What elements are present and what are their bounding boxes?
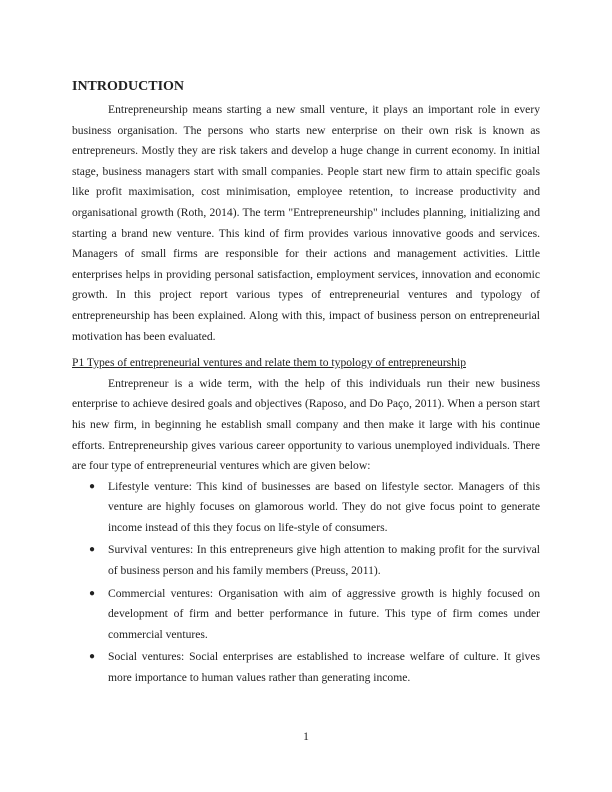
bullet-icon: ● bbox=[89, 651, 96, 663]
list-item-text: Commercial ventures: Organisation with aim of aggressive growth is highly focused on development of firm and better performance in future. This type of firm comes under commercial ventures. bbox=[108, 586, 540, 641]
list-item-text: Social ventures: Social enterprises are established to increase welfare of culture. It gives more importance to human values rather than generating income. bbox=[108, 650, 540, 685]
venture-types-list bbox=[72, 477, 540, 689]
section-heading: P1 Types of entrepreneurial ventures and relate them to typology of entrepreneurship bbox=[72, 356, 467, 370]
list-item bbox=[72, 540, 540, 581]
introduction-heading: INTRODUCTION bbox=[72, 79, 185, 94]
bullet-icon: ● bbox=[89, 544, 96, 556]
section-paragraph: Entrepreneur is a wide term, with the help of this individuals run their new business enterprise to achieve desired goals and objectives (Raposo, and Do Paço, 2011). When a person start his new firm, in beginning he establish small company and then make it large with his continue efforts. Entrepreneurship gives various career opportunity to various unemployed individuals. There are four type of entrepreneurial ventures which are given below: bbox=[72, 376, 540, 473]
list-item bbox=[72, 647, 540, 688]
list-item-text: Lifestyle venture: This kind of businesses are based on lifestyle sector. Managers of this venture are highly focuses on glamorous world. They do not give focus point to generate income instead of this they focus on life-style of consumers. bbox=[108, 479, 540, 534]
intro-paragraph: Entrepreneurship means starting a new small venture, it plays an important role in every business organisation. The persons who starts new enterprise on their own risk is known as entrepreneurs. Mostly they are risk takers and develop a huge change in current economy. In initial stage, business managers start with small companies. People start new firm to attain specific goals like profit maximisation, cost minimisation, employee retention, to increase productivity and organisational growth (Roth, 2014). The term "Entrepreneurship" includes planning, initializing and starting a brand new venture. This kind of firm provides various innovative goods and services. Managers of small firms are responsible for their actions and management activities. Little enterprises helps in providing personal satisfaction, employment services, innovation and economic growth. In this project report various types of entrepreneurial ventures and typology of entrepreneurship has been explained. Along with this, impact of business person on entrepreneurial motivation has been evaluated. bbox=[72, 103, 540, 343]
page-content bbox=[72, 78, 540, 691]
page-number: 1 bbox=[303, 730, 309, 743]
list-item-text: Survival ventures: In this entrepreneurs give high attention to making profit for the survival of business person and his family members (Preuss, 2011). bbox=[108, 543, 540, 578]
list-item bbox=[72, 477, 540, 539]
list-item bbox=[72, 584, 540, 646]
bullet-icon: ● bbox=[89, 480, 96, 492]
bullet-icon: ● bbox=[89, 587, 96, 599]
